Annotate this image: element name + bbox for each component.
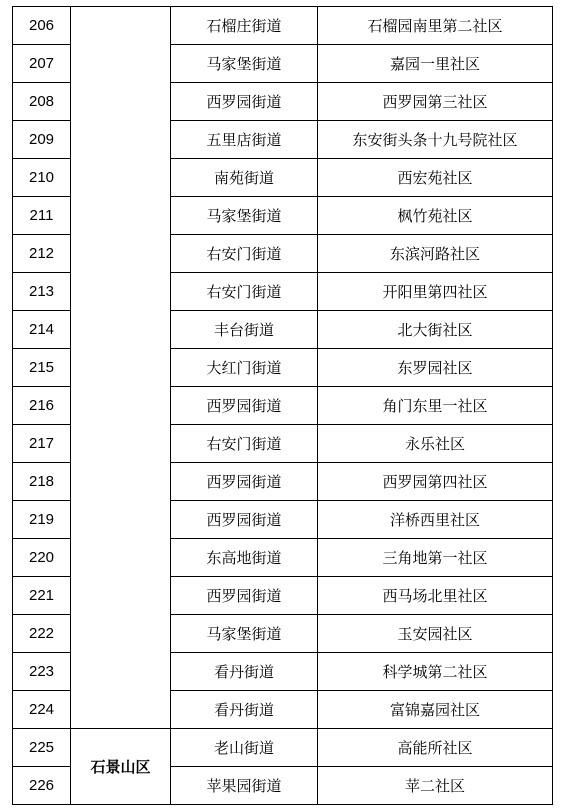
row-number: 218 [13,463,71,501]
street-cell: 南苑街道 [171,159,318,197]
table-body [13,7,553,805]
row-number: 210 [13,159,71,197]
row-number: 206 [13,7,71,45]
community-cell: 西马场北里社区 [318,577,553,615]
street-cell: 石榴庄街道 [171,7,318,45]
street-cell: 五里店街道 [171,121,318,159]
street-cell: 右安门街道 [171,425,318,463]
table-row [13,729,553,767]
street-cell: 西罗园街道 [171,83,318,121]
community-cell: 富锦嘉园社区 [318,691,553,729]
community-cell: 三角地第一社区 [318,539,553,577]
community-cell: 洋桥西里社区 [318,501,553,539]
street-cell: 马家堡街道 [171,615,318,653]
row-number: 226 [13,767,71,805]
community-cell: 角门东里一社区 [318,387,553,425]
street-cell: 东高地街道 [171,539,318,577]
row-number: 214 [13,311,71,349]
row-number: 211 [13,197,71,235]
row-number: 219 [13,501,71,539]
community-cell: 北大街社区 [318,311,553,349]
community-cell: 东滨河路社区 [318,235,553,273]
street-cell: 丰台街道 [171,311,318,349]
community-cell: 东安街头条十九号院社区 [318,121,553,159]
community-cell: 枫竹苑社区 [318,197,553,235]
community-cell: 玉安园社区 [318,615,553,653]
district-cell-fengtai-continued [71,7,171,729]
district-cell-shijingshan: 石景山区 [71,729,171,805]
community-cell: 永乐社区 [318,425,553,463]
street-cell: 西罗园街道 [171,577,318,615]
community-cell: 西罗园第三社区 [318,83,553,121]
row-number: 223 [13,653,71,691]
community-cell: 嘉园一里社区 [318,45,553,83]
table-row [13,7,553,45]
street-cell: 马家堡街道 [171,197,318,235]
street-cell: 右安门街道 [171,273,318,311]
community-list-table [12,6,553,805]
street-cell: 老山街道 [171,729,318,767]
row-number: 207 [13,45,71,83]
community-cell: 苹二社区 [318,767,553,805]
street-cell: 西罗园街道 [171,387,318,425]
street-cell: 西罗园街道 [171,501,318,539]
community-cell: 西罗园第四社区 [318,463,553,501]
row-number: 216 [13,387,71,425]
street-cell: 看丹街道 [171,691,318,729]
row-number: 212 [13,235,71,273]
community-cell: 东罗园社区 [318,349,553,387]
street-cell: 大红门街道 [171,349,318,387]
row-number: 225 [13,729,71,767]
row-number: 213 [13,273,71,311]
row-number: 217 [13,425,71,463]
community-cell: 高能所社区 [318,729,553,767]
row-number: 220 [13,539,71,577]
street-cell: 苹果园街道 [171,767,318,805]
row-number: 208 [13,83,71,121]
row-number: 209 [13,121,71,159]
row-number: 224 [13,691,71,729]
community-cell: 西宏苑社区 [318,159,553,197]
street-cell: 马家堡街道 [171,45,318,83]
row-number: 215 [13,349,71,387]
community-cell: 开阳里第四社区 [318,273,553,311]
street-cell: 右安门街道 [171,235,318,273]
street-cell: 看丹街道 [171,653,318,691]
row-number: 221 [13,577,71,615]
community-cell: 石榴园南里第二社区 [318,7,553,45]
community-cell: 科学城第二社区 [318,653,553,691]
street-cell: 西罗园街道 [171,463,318,501]
row-number: 222 [13,615,71,653]
